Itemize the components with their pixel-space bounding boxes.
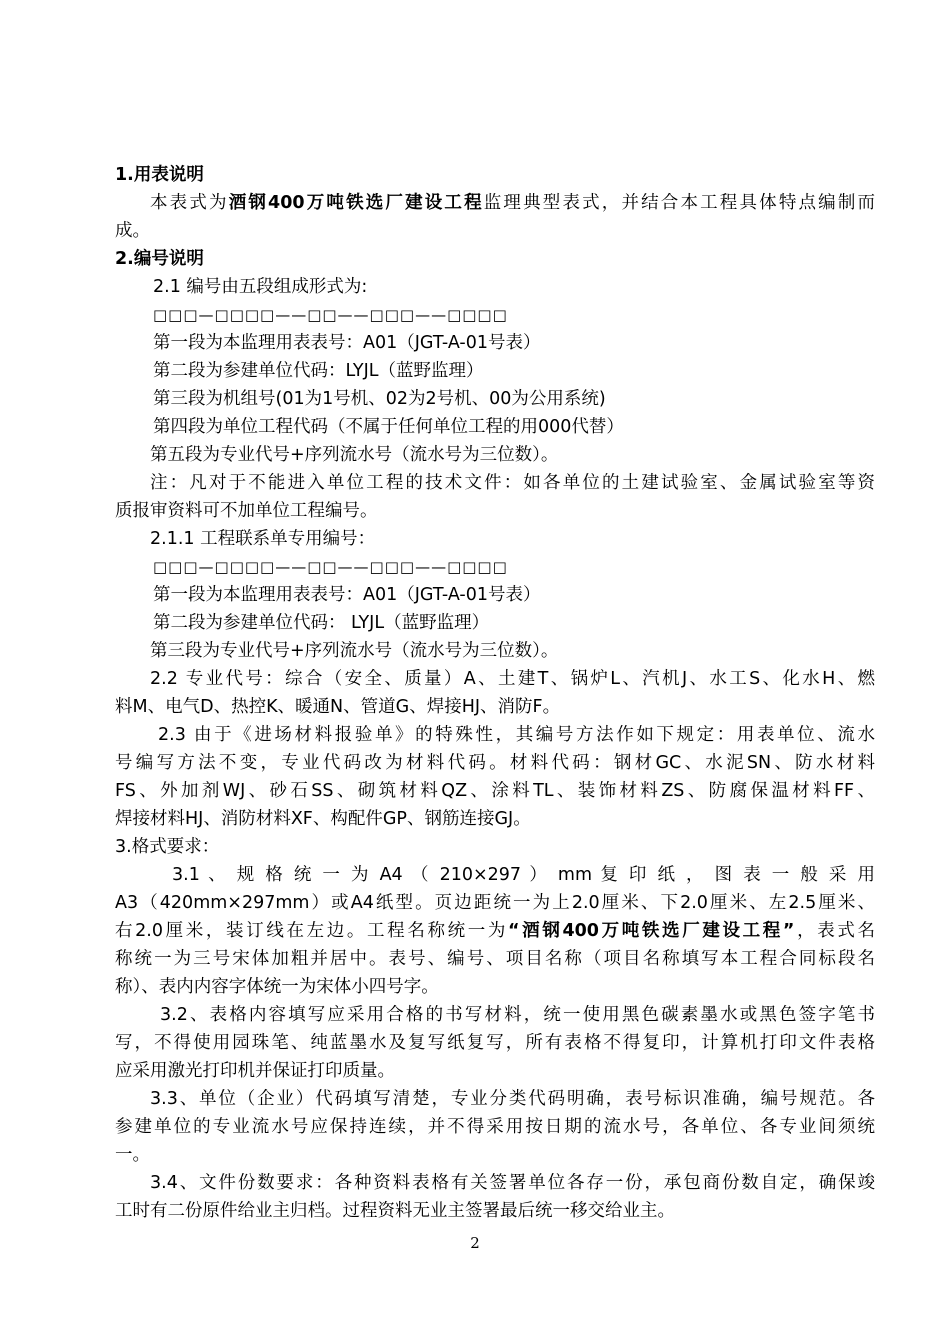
project-name: “酒钢400万吨铁选厂建设工程” <box>508 921 795 941</box>
segment-4: 第四段为单位工程代码（不属于任何单位工程的用000代替） <box>153 417 624 437</box>
segment-5: 第五段为专业代号+序列流水号（流水号为三位数）。 <box>150 445 559 465</box>
numbering-2-1: 2.1 编号由五段组成形式为: <box>153 277 368 297</box>
format-3-1-line-5: 称）、表内内容字体统一为宋体小四号字。 <box>115 977 439 997</box>
project-name: 酒钢400万吨铁选厂建设工程 <box>228 193 484 213</box>
format-3-1-line-2: A3（420mm×297mm）或A4纸型。页边距统一为上2.0厘米、下2.0厘米、左2.5厘米、 <box>115 893 875 913</box>
format-3-2-line-1: 3.2、表格内容填写应采用合格的书写材料，统一使用黑色碳素墨水或黑色签字笔书 <box>160 1005 875 1025</box>
format-3-3-line-1: 3.3、单位（企业）代码填写清楚，专业分类代码明确，表号标识准确，编号规范。各 <box>150 1089 875 1109</box>
format-3-2-line-3: 应采用激光打印机并保证打印质量。 <box>115 1061 395 1081</box>
text-fragment: 监理典型表式，并结合本工程具体特点编制而 <box>483 193 875 213</box>
text-fragment: 右2.0厘米，装订线在左边。工程名称统一为 <box>115 921 509 941</box>
format-3-1-line-4: 称统一为三号宋体加粗并居中。表号、编号、项目名称（项目名称填写本工程合同标段名 <box>115 949 875 969</box>
format-3-3-line-2: 参建单位的专业流水号应保持连续，并不得采用按日期的流水号，各单位、各专业间须统 <box>115 1117 875 1137</box>
specialty-codes-line-2: 料M、电气D、热控K、暖通N、管道G、焊接HJ、消防F。 <box>115 697 561 717</box>
note-line-2: 质报审资料可不加单位工程编号。 <box>115 501 378 521</box>
specialty-codes-line-1: 2.2 专业代号：综合（安全、质量）A、土建T、锅炉L、汽机J、水工S、化水H、燃 <box>150 669 875 689</box>
segment-2: 第二段为参建单位代码：LYJL（蓝野监理） <box>153 361 484 381</box>
format-3-1-line-1: 3.1 、 规 格 统 一 为 A4 （ 210×297 ） mm 复 印 纸 ， 图 表 一 般 采 用 <box>172 865 875 885</box>
material-codes-line-1: 2.3 由于《进场材料报验单》的特殊性，其编号方法作如下规定：用表单位、流水 <box>158 725 875 745</box>
section-1-title: 1.用表说明 <box>115 165 204 185</box>
format-3-1-line-3 <box>115 917 875 945</box>
section-3-title: 3.格式要求： <box>115 837 220 857</box>
code-pattern-2: □□□—□□□□——□□——□□□——□□□□ <box>153 558 508 576</box>
material-codes-line-2: 号编写方法不变，专业代码改为材料代码。材料代码：钢材GC、水泥SN、防水材料 <box>115 753 875 773</box>
text-fragment: 本表式为 <box>150 193 229 213</box>
note-line-1: 注：凡对于不能进入单位工程的技术文件：如各单位的土建试验室、金属试验室等资 <box>150 473 875 493</box>
page-number: 2 <box>470 1234 480 1252</box>
contact-segment-2: 第二段为参建单位代码： LYJL（蓝野监理） <box>153 613 490 633</box>
contact-segment-1: 第一段为本监理用表表号：A01（JGT-A-01号表） <box>153 585 541 605</box>
format-3-4-line-1: 3.4、文件份数要求：各种资料表格有关签署单位各存一份，承包商份数自定，确保竣 <box>150 1173 875 1193</box>
format-3-2-line-2: 写，不得使用园珠笔、纯蓝墨水及复写纸复写，所有表格不得复印，计算机打印文件表格 <box>115 1033 875 1053</box>
format-3-3-line-3: 一。 <box>115 1145 150 1165</box>
material-codes-line-3: FS、外加剂WJ、砂石SS、砌筑材料QZ、涂料TL、装饰材料ZS、防腐保温材料FF、 <box>115 781 875 801</box>
paragraph-usage <box>150 189 875 217</box>
numbering-2-1-1: 2.1.1 工程联系单专用编号： <box>150 529 376 549</box>
segment-1: 第一段为本监理用表表号：A01（JGT-A-01号表） <box>153 333 541 353</box>
format-3-4-line-2: 工时有二份原件给业主归档。过程资料无业主签署最后统一移交给业主。 <box>115 1201 675 1221</box>
segment-3: 第三段为机组号(01为1号机、02为2号机、00为公用系统) <box>153 389 606 409</box>
paragraph-usage-end: 成。 <box>115 221 150 241</box>
text-fragment: ，表式名 <box>794 921 875 941</box>
code-pattern-1: □□□—□□□□——□□——□□□——□□□□ <box>153 306 508 324</box>
contact-segment-3: 第三段为专业代号+序列流水号（流水号为三位数）。 <box>150 641 559 661</box>
section-2-title: 2.编号说明 <box>115 249 204 269</box>
material-codes-line-4: 焊接材料HJ、消防材料XF、构配件GP、钢筋连接GJ。 <box>115 809 531 829</box>
